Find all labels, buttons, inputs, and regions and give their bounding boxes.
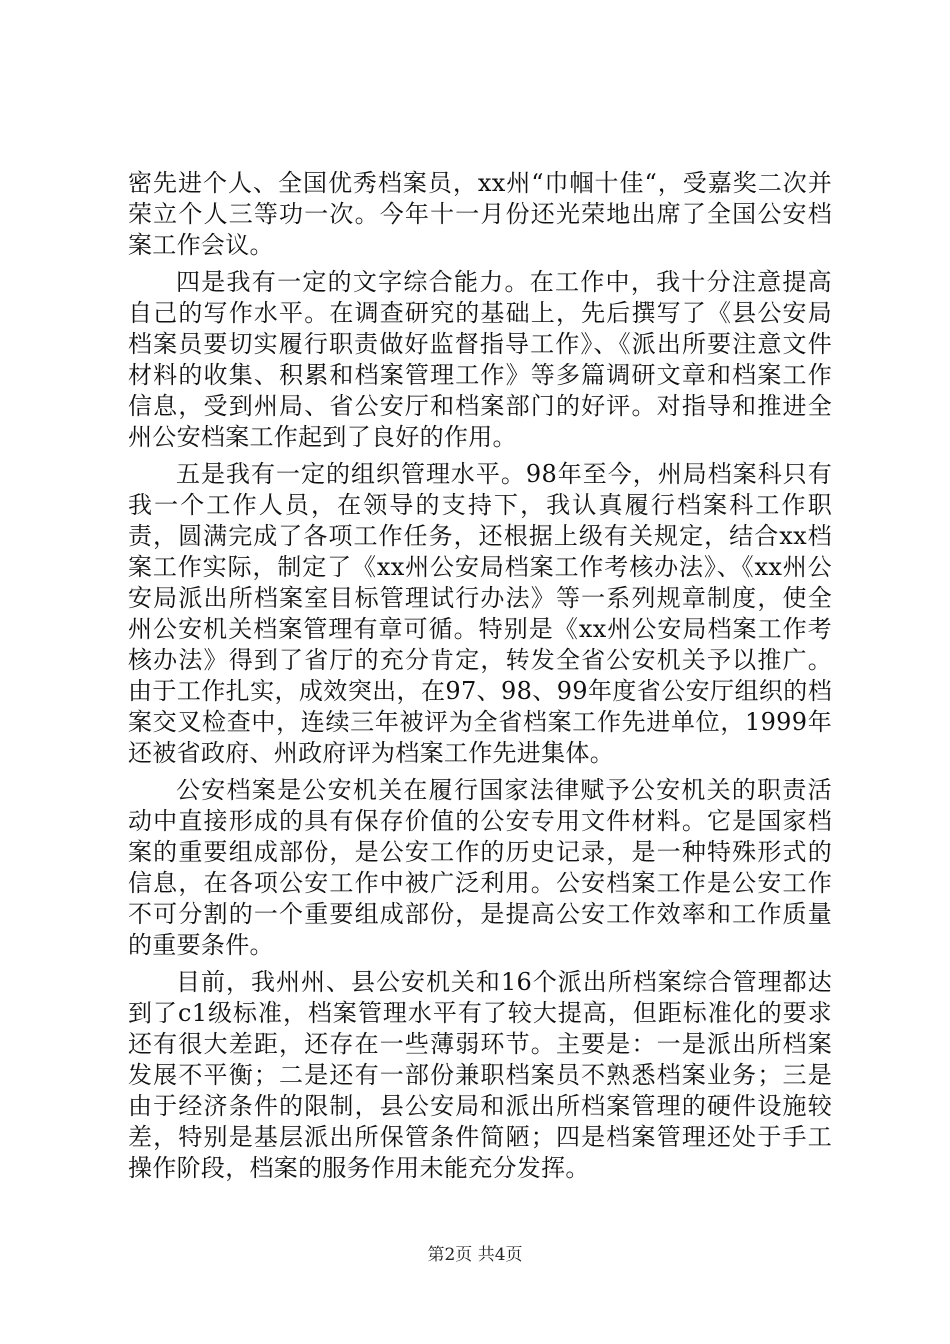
- document-body: [128, 168, 832, 1184]
- paragraph-writing-ability: 四是我有一定的文字综合能力。在工作中，我十分注意提高自己的写作水平。在调查研究的基础上，先后撰写了《县公安局档案员要切实履行职责做好监督指导工作》、《派出所要注意文件材料的收集、积累和档案管理工作》等多篇调研文章和档案工作信息，受到州局、省公安厅和档案部门的好评。对指导和推进全州公安档案工作起到了良好的作用。: [128, 268, 832, 451]
- paragraph-management-ability: 五是我有一定的组织管理水平。98年至今，州局档案科只有我一个工作人员，在领导的支持下，我认真履行档案科工作职责，圆满完成了各项工作任务，还根据上级有关规定，结合xx档案工作实际，制定了《xx州公安局档案工作考核办法》、《xx州公安局派出所档案室目标管理试行办法》等一系列规章制度，使全州公安机关档案管理有章可循。特别是《xx州公安局档案工作考核办法》得到了省厅的充分肯定，转发全省公安机关予以推广。由于工作扎实，成效突出，在97、98、99年度省公安厅组织的档案交叉检查中，连续三年被评为全省档案工作先进单位，1999年还被省政府、州政府评为档案工作先进集体。: [128, 460, 832, 767]
- page-number-footer: 第2页 共4页: [427, 1245, 523, 1265]
- paragraph-current-status: 目前，我州州、县公安机关和16个派出所档案综合管理都达到了c1级标准，档案管理水平有了较大提高，但距标准化的要求还有很大差距，还存在一些薄弱环节。主要是：一是派出所档案发展不平衡；二是还有一部份兼职档案员不熟悉档案业务；三是由于经济条件的限制，县公安局和派出所档案管理的硬件设施较差，特别是基层派出所保管条件简陋；四是档案管理还处于手工操作阶段，档案的服务作用未能充分发挥。: [128, 968, 832, 1182]
- paragraph-honors-continued: 密先进个人、全国优秀档案员，xx州“巾帼十佳“，受嘉奖二次并荣立个人三等功一次。今年十一月份还光荣地出席了全国公安档案工作会议。: [128, 169, 832, 259]
- paragraph-archive-definition: 公安档案是公安机关在履行国家法律赋予公安机关的职责活动中直接形成的具有保存价值的公安专用文件材料。它是国家档案的重要组成部份，是公安工作的历史记录，是一种特殊形式的信息，在各项公安工作中被广泛利用。公安档案工作是公安工作不可分割的一个重要组成部份，是提高公安工作效率和工作质量的重要条件。: [128, 776, 832, 959]
